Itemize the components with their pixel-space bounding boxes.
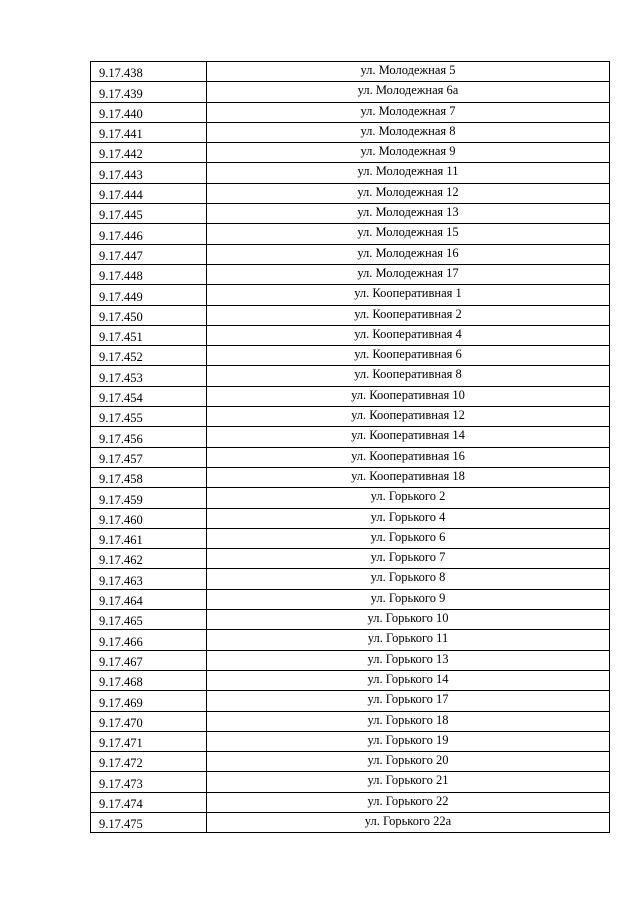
table-row	[91, 183, 610, 203]
code-cell: 9.17.445	[91, 204, 207, 224]
table-row	[91, 204, 610, 224]
code-cell: 9.17.452	[91, 346, 207, 366]
table-row	[91, 386, 610, 406]
code-cell: 9.17.462	[91, 549, 207, 569]
address-cell: ул. Горького 4	[207, 508, 610, 528]
code-cell: 9.17.471	[91, 731, 207, 751]
code-cell: 9.17.450	[91, 305, 207, 325]
address-cell: ул. Горького 10	[207, 610, 610, 630]
table-row	[91, 630, 610, 650]
code-cell: 9.17.439	[91, 82, 207, 102]
address-cell: ул. Кооперативная 10	[207, 386, 610, 406]
table-row	[91, 305, 610, 325]
table-row	[91, 731, 610, 751]
table-row	[91, 752, 610, 772]
address-cell: ул. Кооперативная 14	[207, 427, 610, 447]
address-cell: ул. Горького 19	[207, 731, 610, 751]
table-row	[91, 691, 610, 711]
address-cell: ул. Горького 20	[207, 752, 610, 772]
code-cell: 9.17.465	[91, 610, 207, 630]
code-cell: 9.17.468	[91, 670, 207, 690]
table-row	[91, 407, 610, 427]
address-cell: ул. Кооперативная 18	[207, 467, 610, 487]
code-cell: 9.17.444	[91, 183, 207, 203]
table-row	[91, 325, 610, 345]
table-row	[91, 528, 610, 548]
code-cell: 9.17.438	[91, 62, 207, 82]
code-cell: 9.17.443	[91, 163, 207, 183]
code-cell: 9.17.453	[91, 366, 207, 386]
code-cell: 9.17.451	[91, 325, 207, 345]
code-cell: 9.17.473	[91, 772, 207, 792]
table-row	[91, 792, 610, 812]
code-cell: 9.17.441	[91, 122, 207, 142]
address-cell: ул. Горького 22а	[207, 812, 610, 832]
code-cell: 9.17.447	[91, 244, 207, 264]
code-cell: 9.17.475	[91, 812, 207, 832]
table-row	[91, 122, 610, 142]
address-cell: ул. Молодежная 13	[207, 204, 610, 224]
table-row	[91, 346, 610, 366]
code-cell: 9.17.448	[91, 264, 207, 284]
code-cell: 9.17.472	[91, 752, 207, 772]
table-row	[91, 650, 610, 670]
code-cell: 9.17.442	[91, 143, 207, 163]
address-cell: ул. Горького 14	[207, 670, 610, 690]
table-row	[91, 467, 610, 487]
table-row	[91, 224, 610, 244]
address-cell: ул. Молодежная 6а	[207, 82, 610, 102]
address-cell: ул. Горького 6	[207, 528, 610, 548]
address-cell: ул. Горького 17	[207, 691, 610, 711]
address-cell: ул. Горького 2	[207, 488, 610, 508]
table-row	[91, 589, 610, 609]
table-row	[91, 569, 610, 589]
code-cell: 9.17.463	[91, 569, 207, 589]
code-cell: 9.17.446	[91, 224, 207, 244]
address-cell: ул. Кооперативная 2	[207, 305, 610, 325]
code-cell: 9.17.461	[91, 528, 207, 548]
table-row	[91, 508, 610, 528]
address-cell: ул. Молодежная 9	[207, 143, 610, 163]
table-row	[91, 488, 610, 508]
address-cell: ул. Горького 18	[207, 711, 610, 731]
table-row	[91, 427, 610, 447]
address-table	[90, 61, 610, 833]
address-cell: ул. Молодежная 16	[207, 244, 610, 264]
address-cell: ул. Молодежная 11	[207, 163, 610, 183]
table-row	[91, 62, 610, 82]
address-cell: ул. Молодежная 12	[207, 183, 610, 203]
address-cell: ул. Кооперативная 8	[207, 366, 610, 386]
code-cell: 9.17.440	[91, 102, 207, 122]
code-cell: 9.17.464	[91, 589, 207, 609]
code-cell: 9.17.460	[91, 508, 207, 528]
address-cell: ул. Кооперативная 4	[207, 325, 610, 345]
address-cell: ул. Кооперативная 16	[207, 447, 610, 467]
address-cell: ул. Молодежная 15	[207, 224, 610, 244]
address-cell: ул. Горького 13	[207, 650, 610, 670]
address-cell: ул. Горького 7	[207, 549, 610, 569]
code-cell: 9.17.454	[91, 386, 207, 406]
table-row	[91, 244, 610, 264]
code-cell: 9.17.458	[91, 467, 207, 487]
table-row	[91, 812, 610, 832]
address-cell: ул. Кооперативная 6	[207, 346, 610, 366]
code-cell: 9.17.457	[91, 447, 207, 467]
address-cell: ул. Кооперативная 1	[207, 285, 610, 305]
table-row	[91, 711, 610, 731]
code-cell: 9.17.466	[91, 630, 207, 650]
table-row	[91, 264, 610, 284]
code-cell: 9.17.456	[91, 427, 207, 447]
table-row	[91, 610, 610, 630]
address-table-body	[91, 62, 610, 833]
table-row	[91, 102, 610, 122]
code-cell: 9.17.467	[91, 650, 207, 670]
table-row	[91, 285, 610, 305]
table-row	[91, 447, 610, 467]
address-cell: ул. Молодежная 5	[207, 62, 610, 82]
table-row	[91, 366, 610, 386]
table-row	[91, 82, 610, 102]
address-cell: ул. Молодежная 7	[207, 102, 610, 122]
code-cell: 9.17.470	[91, 711, 207, 731]
table-row	[91, 670, 610, 690]
table-row	[91, 772, 610, 792]
code-cell: 9.17.455	[91, 407, 207, 427]
address-cell: ул. Горького 22	[207, 792, 610, 812]
table-row	[91, 143, 610, 163]
code-cell: 9.17.474	[91, 792, 207, 812]
table-row	[91, 163, 610, 183]
table-row	[91, 549, 610, 569]
address-cell: ул. Кооперативная 12	[207, 407, 610, 427]
address-cell: ул. Горького 11	[207, 630, 610, 650]
address-cell: ул. Молодежная 17	[207, 264, 610, 284]
code-cell: 9.17.469	[91, 691, 207, 711]
code-cell: 9.17.449	[91, 285, 207, 305]
code-cell: 9.17.459	[91, 488, 207, 508]
address-cell: ул. Горького 21	[207, 772, 610, 792]
address-cell: ул. Молодежная 8	[207, 122, 610, 142]
address-cell: ул. Горького 9	[207, 589, 610, 609]
address-cell: ул. Горького 8	[207, 569, 610, 589]
